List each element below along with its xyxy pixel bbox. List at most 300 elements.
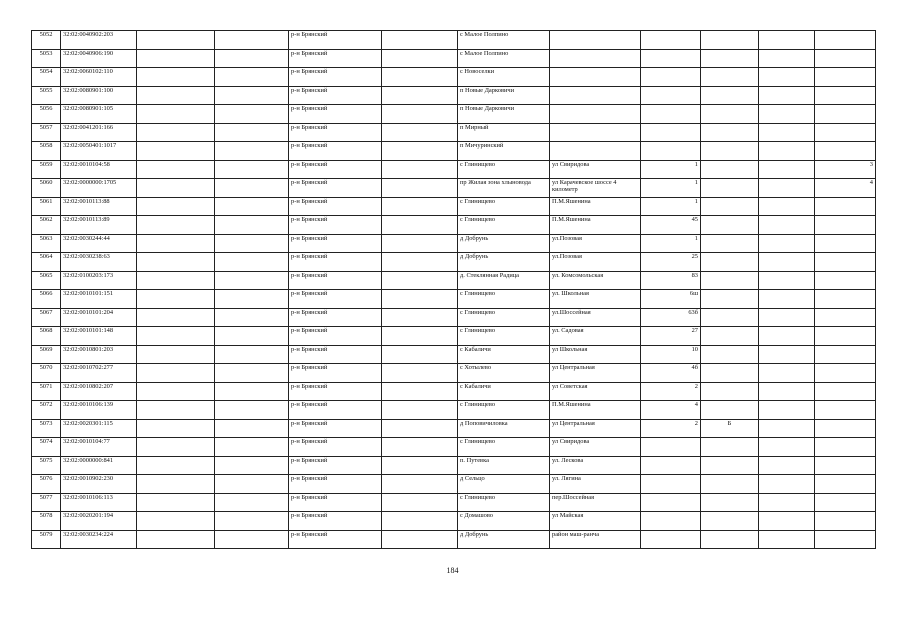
cadastral-number-cell: 32:02:0010902:230 — [61, 475, 137, 494]
apartment-cell — [815, 142, 876, 161]
settlement-cell: пр Жилая зона хлыновода — [458, 179, 550, 198]
apartment-cell — [815, 308, 876, 327]
empty-cell — [759, 179, 815, 198]
district-cell: р-н Брянский — [289, 31, 382, 50]
street-cell: ул. Комсомольская — [550, 271, 641, 290]
apartment-cell — [815, 530, 876, 549]
settlement-cell: д Добрунь — [458, 234, 550, 253]
street-cell: ул. Школьная — [550, 290, 641, 309]
empty-cell — [137, 160, 215, 179]
street-cell: ул. Лягина — [550, 475, 641, 494]
table-row — [32, 327, 876, 346]
house-number-cell: 4б — [641, 364, 701, 383]
empty-cell — [215, 308, 289, 327]
table-row — [32, 197, 876, 216]
district-cell: р-н Брянский — [289, 364, 382, 383]
row-number-cell: 5062 — [32, 216, 61, 235]
empty-cell — [137, 179, 215, 198]
empty-cell — [759, 49, 815, 68]
building-cell — [701, 68, 759, 87]
empty-cell — [382, 271, 458, 290]
apartment-cell — [815, 327, 876, 346]
empty-cell — [215, 160, 289, 179]
street-cell: П.М.Яшенина — [550, 401, 641, 420]
empty-cell — [215, 345, 289, 364]
empty-cell — [137, 438, 215, 457]
row-number-cell: 5057 — [32, 123, 61, 142]
apartment-cell — [815, 197, 876, 216]
row-number-cell: 5075 — [32, 456, 61, 475]
house-number-cell: 4 — [641, 401, 701, 420]
empty-cell — [759, 364, 815, 383]
settlement-cell: с Глинищево — [458, 493, 550, 512]
empty-cell — [759, 493, 815, 512]
table-row — [32, 123, 876, 142]
cadastral-number-cell: 32:02:0040902:203 — [61, 31, 137, 50]
cadastral-number-cell: 32:02:0080901:105 — [61, 105, 137, 124]
empty-cell — [382, 197, 458, 216]
row-number-cell: 5064 — [32, 253, 61, 272]
empty-cell — [759, 419, 815, 438]
empty-cell — [215, 456, 289, 475]
apartment-cell — [815, 105, 876, 124]
empty-cell — [382, 401, 458, 420]
street-cell: ул Свиридова — [550, 160, 641, 179]
empty-cell — [137, 68, 215, 87]
row-number-cell: 5078 — [32, 512, 61, 531]
house-number-cell — [641, 142, 701, 161]
building-cell — [701, 253, 759, 272]
settlement-cell: с Новоселки — [458, 68, 550, 87]
empty-cell — [759, 438, 815, 457]
table-row — [32, 401, 876, 420]
empty-cell — [215, 86, 289, 105]
table-row — [32, 49, 876, 68]
empty-cell — [759, 308, 815, 327]
empty-cell — [382, 142, 458, 161]
apartment-cell — [815, 216, 876, 235]
empty-cell — [759, 271, 815, 290]
settlement-cell: с Хотылево — [458, 364, 550, 383]
cadastral-number-cell: 32:02:0040906:190 — [61, 49, 137, 68]
district-cell: р-н Брянский — [289, 142, 382, 161]
apartment-cell — [815, 438, 876, 457]
house-number-cell: 45 — [641, 216, 701, 235]
apartment-cell — [815, 290, 876, 309]
empty-cell — [137, 253, 215, 272]
building-cell — [701, 142, 759, 161]
settlement-cell: п Новые Дарковичи — [458, 105, 550, 124]
table-row — [32, 530, 876, 549]
row-number-cell: 5056 — [32, 105, 61, 124]
district-cell: р-н Брянский — [289, 179, 382, 198]
empty-cell — [382, 68, 458, 87]
district-cell: р-н Брянский — [289, 86, 382, 105]
empty-cell — [137, 31, 215, 50]
settlement-cell: с Кабаличи — [458, 382, 550, 401]
cadastral-number-cell: 32:02:0100203:173 — [61, 271, 137, 290]
district-cell: р-н Брянский — [289, 234, 382, 253]
cadastral-number-cell: 32:02:0030244:44 — [61, 234, 137, 253]
empty-cell — [382, 512, 458, 531]
cadastral-number-cell: 32:02:0010106:113 — [61, 493, 137, 512]
cadastral-number-cell: 32:02:0080901:100 — [61, 86, 137, 105]
street-cell: ул.Позовая — [550, 253, 641, 272]
empty-cell — [382, 382, 458, 401]
empty-cell — [759, 401, 815, 420]
table-row — [32, 475, 876, 494]
row-number-cell: 5065 — [32, 271, 61, 290]
street-cell: ул.Позовая — [550, 234, 641, 253]
empty-cell — [137, 105, 215, 124]
table-row — [32, 382, 876, 401]
table-row — [32, 68, 876, 87]
settlement-cell: с Малое Полпино — [458, 49, 550, 68]
empty-cell — [759, 475, 815, 494]
apartment-cell — [815, 419, 876, 438]
house-number-cell — [641, 493, 701, 512]
cadastral-number-cell: 32:02:0030238:63 — [61, 253, 137, 272]
house-number-cell: 1 — [641, 179, 701, 198]
empty-cell — [759, 142, 815, 161]
empty-cell — [215, 512, 289, 531]
apartment-cell — [815, 31, 876, 50]
empty-cell — [215, 530, 289, 549]
settlement-cell: с Глинищево — [458, 438, 550, 457]
settlement-cell: д Сельцо — [458, 475, 550, 494]
empty-cell — [215, 382, 289, 401]
empty-cell — [382, 253, 458, 272]
building-cell — [701, 530, 759, 549]
table-row — [32, 271, 876, 290]
house-number-cell: 2 — [641, 419, 701, 438]
cadastral-number-cell: 32:02:0000000:1705 — [61, 179, 137, 198]
apartment-cell — [815, 382, 876, 401]
table-row — [32, 234, 876, 253]
empty-cell — [382, 419, 458, 438]
settlement-cell: д Поповичиловка — [458, 419, 550, 438]
house-number-cell — [641, 31, 701, 50]
row-number-cell: 5070 — [32, 364, 61, 383]
table-row — [32, 179, 876, 198]
district-cell: р-н Брянский — [289, 438, 382, 457]
empty-cell — [215, 364, 289, 383]
empty-cell — [382, 49, 458, 68]
building-cell — [701, 438, 759, 457]
apartment-cell — [815, 49, 876, 68]
empty-cell — [137, 123, 215, 142]
empty-cell — [215, 475, 289, 494]
empty-cell — [137, 271, 215, 290]
street-cell: ул. Лескова — [550, 456, 641, 475]
district-cell: р-н Брянский — [289, 105, 382, 124]
cadastral-number-cell: 32:02:0010101:151 — [61, 290, 137, 309]
empty-cell — [382, 216, 458, 235]
cadastral-number-cell: 32:02:0010113:88 — [61, 197, 137, 216]
apartment-cell — [815, 123, 876, 142]
empty-cell — [382, 530, 458, 549]
empty-cell — [759, 105, 815, 124]
empty-cell — [759, 160, 815, 179]
house-number-cell: 83 — [641, 271, 701, 290]
apartment-cell — [815, 512, 876, 531]
row-number-cell: 5069 — [32, 345, 61, 364]
house-number-cell — [641, 123, 701, 142]
empty-cell — [215, 216, 289, 235]
street-cell — [550, 123, 641, 142]
row-number-cell: 5079 — [32, 530, 61, 549]
settlement-cell: с Глинищево — [458, 290, 550, 309]
empty-cell — [759, 68, 815, 87]
house-number-cell — [641, 68, 701, 87]
building-cell — [701, 49, 759, 68]
empty-cell — [215, 290, 289, 309]
building-cell — [701, 512, 759, 531]
row-number-cell: 5061 — [32, 197, 61, 216]
cadastral-number-cell: 32:02:0010101:204 — [61, 308, 137, 327]
settlement-cell: с Домашово — [458, 512, 550, 531]
empty-cell — [759, 382, 815, 401]
cadastral-number-cell: 32:02:0010802:207 — [61, 382, 137, 401]
row-number-cell: 5063 — [32, 234, 61, 253]
cadastral-number-cell: 32:02:0010104:77 — [61, 438, 137, 457]
building-cell — [701, 271, 759, 290]
street-cell: ул Школьная — [550, 345, 641, 364]
cadastral-number-cell: 32:02:0010113:89 — [61, 216, 137, 235]
empty-cell — [382, 475, 458, 494]
cadastral-number-cell: 32:02:0010104:58 — [61, 160, 137, 179]
row-number-cell: 5076 — [32, 475, 61, 494]
empty-cell — [137, 290, 215, 309]
empty-cell — [759, 512, 815, 531]
building-cell — [701, 308, 759, 327]
empty-cell — [382, 31, 458, 50]
table-row — [32, 105, 876, 124]
table-row — [32, 493, 876, 512]
district-cell: р-н Брянский — [289, 68, 382, 87]
table-row — [32, 438, 876, 457]
empty-cell — [215, 31, 289, 50]
empty-cell — [382, 327, 458, 346]
table-body — [32, 31, 876, 549]
settlement-cell: д Добрунь — [458, 530, 550, 549]
apartment-cell — [815, 86, 876, 105]
street-cell: ул Центральная — [550, 364, 641, 383]
settlement-cell: п. Путевка — [458, 456, 550, 475]
cadastral-number-cell: 32:02:0000000:841 — [61, 456, 137, 475]
empty-cell — [215, 271, 289, 290]
table-row — [32, 160, 876, 179]
row-number-cell: 5068 — [32, 327, 61, 346]
empty-cell — [382, 179, 458, 198]
table-row — [32, 216, 876, 235]
empty-cell — [382, 456, 458, 475]
district-cell: р-н Брянский — [289, 271, 382, 290]
street-cell: ул Карачевское шоссе 4 километр — [550, 179, 641, 198]
empty-cell — [759, 290, 815, 309]
empty-cell — [215, 105, 289, 124]
empty-cell — [215, 49, 289, 68]
district-cell: р-н Брянский — [289, 253, 382, 272]
building-cell — [701, 327, 759, 346]
empty-cell — [137, 327, 215, 346]
empty-cell — [382, 308, 458, 327]
empty-cell — [137, 86, 215, 105]
district-cell: р-н Брянский — [289, 123, 382, 142]
empty-cell — [382, 345, 458, 364]
apartment-cell — [815, 68, 876, 87]
row-number-cell: 5058 — [32, 142, 61, 161]
empty-cell — [759, 327, 815, 346]
cadastral-number-cell: 32:02:0041201:166 — [61, 123, 137, 142]
empty-cell — [215, 234, 289, 253]
row-number-cell: 5054 — [32, 68, 61, 87]
empty-cell — [382, 105, 458, 124]
empty-cell — [382, 493, 458, 512]
apartment-cell — [815, 456, 876, 475]
empty-cell — [382, 86, 458, 105]
empty-cell — [215, 401, 289, 420]
settlement-cell: с Малое Полпино — [458, 31, 550, 50]
empty-cell — [759, 345, 815, 364]
empty-cell — [215, 197, 289, 216]
row-number-cell: 5066 — [32, 290, 61, 309]
settlement-cell: с Кабаличи — [458, 345, 550, 364]
house-number-cell — [641, 49, 701, 68]
cadastral-number-cell: 32:02:0050401:1017 — [61, 142, 137, 161]
building-cell — [701, 123, 759, 142]
district-cell: р-н Брянский — [289, 475, 382, 494]
apartment-cell — [815, 345, 876, 364]
building-cell — [701, 179, 759, 198]
empty-cell — [137, 456, 215, 475]
empty-cell — [137, 197, 215, 216]
building-cell — [701, 290, 759, 309]
row-number-cell: 5073 — [32, 419, 61, 438]
street-cell: пер.Шоссейная — [550, 493, 641, 512]
street-cell — [550, 86, 641, 105]
building-cell — [701, 216, 759, 235]
district-cell: р-н Брянский — [289, 419, 382, 438]
table-row — [32, 290, 876, 309]
apartment-cell: 3 — [815, 160, 876, 179]
building-cell — [701, 86, 759, 105]
apartment-cell — [815, 234, 876, 253]
table-row — [32, 142, 876, 161]
table-row — [32, 345, 876, 364]
house-number-cell — [641, 512, 701, 531]
empty-cell — [382, 290, 458, 309]
page-number: 184 — [446, 566, 459, 575]
empty-cell — [759, 253, 815, 272]
district-cell: р-н Брянский — [289, 512, 382, 531]
building-cell — [701, 364, 759, 383]
house-number-cell: 1 — [641, 234, 701, 253]
empty-cell — [382, 438, 458, 457]
district-cell: р-н Брянский — [289, 197, 382, 216]
house-number-cell: 1 — [641, 160, 701, 179]
table-row — [32, 419, 876, 438]
building-cell — [701, 401, 759, 420]
empty-cell — [137, 216, 215, 235]
settlement-cell: с Глинищево — [458, 197, 550, 216]
house-number-cell — [641, 86, 701, 105]
building-cell — [701, 160, 759, 179]
house-number-cell: 25 — [641, 253, 701, 272]
cadastral-number-cell: 32:02:0010106:139 — [61, 401, 137, 420]
table-row — [32, 512, 876, 531]
table-row — [32, 31, 876, 50]
district-cell: р-н Брянский — [289, 327, 382, 346]
empty-cell — [137, 49, 215, 68]
row-number-cell: 5060 — [32, 179, 61, 198]
district-cell: р-н Брянский — [289, 290, 382, 309]
row-number-cell: 5074 — [32, 438, 61, 457]
settlement-cell: с Глинищево — [458, 327, 550, 346]
empty-cell — [215, 123, 289, 142]
empty-cell — [137, 493, 215, 512]
empty-cell — [137, 382, 215, 401]
house-number-cell: 2 — [641, 382, 701, 401]
row-number-cell: 5053 — [32, 49, 61, 68]
table-row — [32, 456, 876, 475]
empty-cell — [137, 364, 215, 383]
street-cell: П.М.Яшенина — [550, 197, 641, 216]
cadastral-number-cell: 32:02:0010801:203 — [61, 345, 137, 364]
district-cell: р-н Брянский — [289, 493, 382, 512]
settlement-cell: п Мичуринский — [458, 142, 550, 161]
empty-cell — [215, 179, 289, 198]
cadastral-number-cell: 32:02:0060102:110 — [61, 68, 137, 87]
row-number-cell: 5077 — [32, 493, 61, 512]
street-cell — [550, 31, 641, 50]
empty-cell — [137, 142, 215, 161]
building-cell — [701, 345, 759, 364]
house-number-cell: 27 — [641, 327, 701, 346]
empty-cell — [759, 234, 815, 253]
house-number-cell — [641, 475, 701, 494]
register-table — [31, 30, 876, 549]
empty-cell — [215, 493, 289, 512]
house-number-cell — [641, 456, 701, 475]
cadastral-number-cell: 32:02:0010101:148 — [61, 327, 137, 346]
apartment-cell — [815, 253, 876, 272]
building-cell — [701, 493, 759, 512]
district-cell: р-н Брянский — [289, 530, 382, 549]
house-number-cell: 6ш — [641, 290, 701, 309]
empty-cell — [382, 234, 458, 253]
building-cell — [701, 197, 759, 216]
cadastral-number-cell: 32:02:0010702:277 — [61, 364, 137, 383]
settlement-cell: с Глинищево — [458, 401, 550, 420]
street-cell: ул Майская — [550, 512, 641, 531]
house-number-cell — [641, 438, 701, 457]
row-number-cell: 5052 — [32, 31, 61, 50]
building-cell — [701, 475, 759, 494]
row-number-cell: 5071 — [32, 382, 61, 401]
empty-cell — [137, 475, 215, 494]
district-cell: р-н Брянский — [289, 308, 382, 327]
district-cell: р-н Брянский — [289, 456, 382, 475]
empty-cell — [215, 419, 289, 438]
street-cell: ул. Садовая — [550, 327, 641, 346]
apartment-cell: 4 — [815, 179, 876, 198]
apartment-cell — [815, 401, 876, 420]
building-cell — [701, 456, 759, 475]
apartment-cell — [815, 475, 876, 494]
apartment-cell — [815, 364, 876, 383]
row-number-cell: 5059 — [32, 160, 61, 179]
